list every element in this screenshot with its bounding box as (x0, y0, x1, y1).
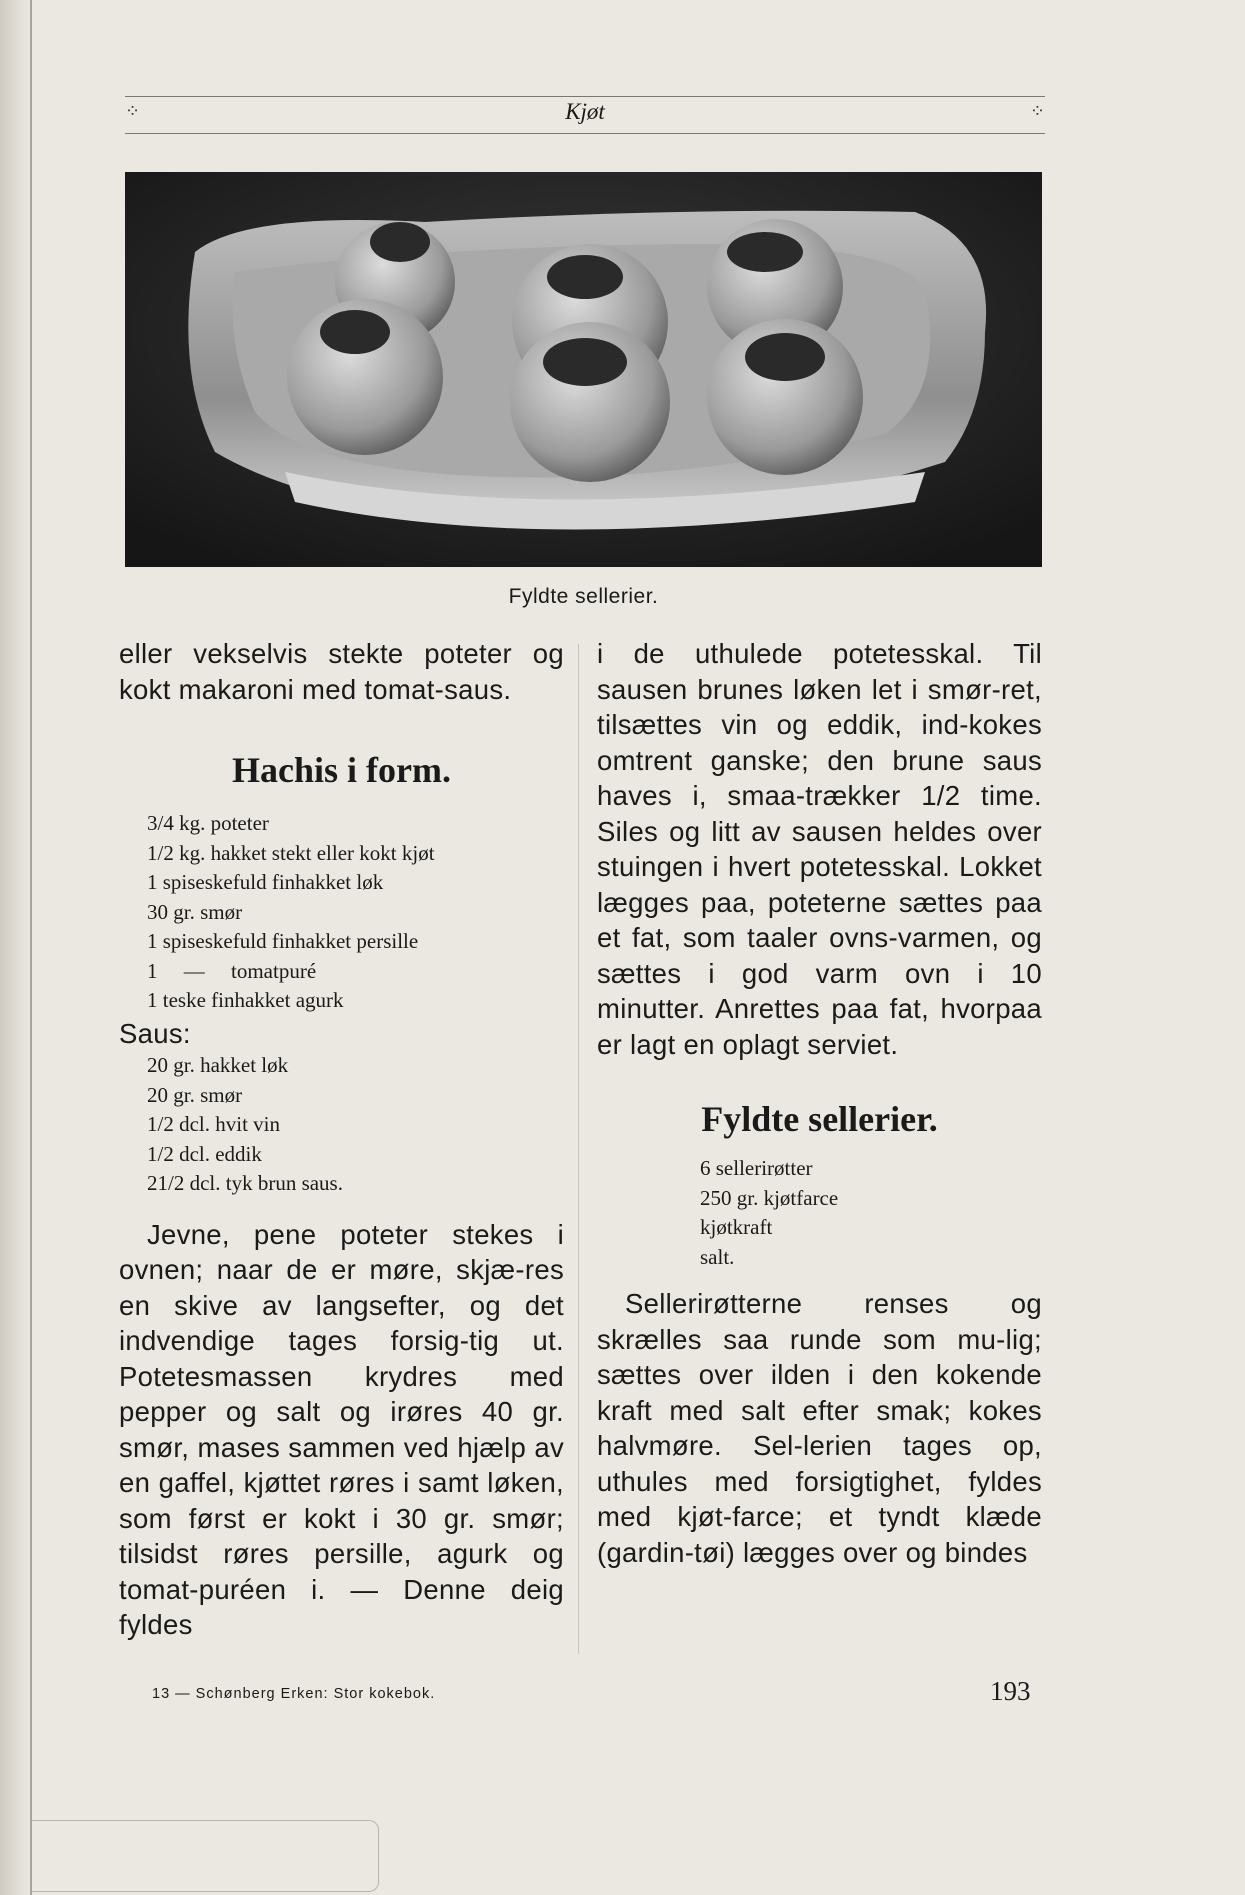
section-title: Kjøt (565, 99, 605, 124)
running-header (125, 96, 1045, 134)
binding-line (30, 0, 32, 1895)
footer-signature: 13 — Schønberg Erken: Stor kokebok. (152, 1686, 436, 1702)
ingredient-item: 250 gr. kjøtfarce (700, 1185, 839, 1210)
method-paragraph-sellerier: Sellerirøtterne renses og skrælles saa runde som mu-lig; sættes over ilden i den kokende kraft med salt efter smak; kokes halvmøre. Sel-lerien tages op, uthules med forsigtighet, fyldes med kjøt-farce; et tyndt klæde (gardin-tøi) lægges over og bindes (597, 1288, 1042, 1568)
ingredient-item: 1/2 dcl. eddik (147, 1141, 262, 1166)
ornament-left-icon: ⁘ (125, 101, 141, 122)
ingredient-item: 1/2 kg. hakket stekt eller kokt kjøt (147, 840, 435, 865)
ingredient-item: 20 gr. smør (147, 1082, 243, 1107)
page-number: 193 (990, 1676, 1031, 1706)
page-edge-shadow (0, 0, 30, 1895)
ingredient-item: 1 — tomatpuré (147, 958, 317, 983)
column-divider (578, 644, 579, 1654)
ingredient-item: 21/2 dcl. tyk brun saus. (147, 1171, 343, 1195)
ingredient-list-hachis (119, 809, 564, 1016)
ingredient-list-sauce (119, 1051, 564, 1199)
ingredient-item: salt. (700, 1244, 735, 1269)
recipe-title-sellerier: Fyldte sellerier. (701, 1099, 938, 1139)
right-column (597, 636, 1042, 1570)
ingredient-item: 1 teske finhakket agurk (147, 988, 344, 1012)
ingredient-item: 1 spiseskefuld finhakket persille (147, 929, 419, 953)
method-paragraph-hachis: Jevne, pene poteter stekes i ovnen; naar de er møre, skjæ-res en skive av langsefter, og det indvendige tages forsig-tig ut. Potetesmassen krydres med pepper og salt og irøres 40 gr. smør, mases sammen ved hjælp av en gaffel, kjøttet røres i samt løken, som først er kokt i 30 gr. smør; tilsidst røres persille, agurk og tomat-puréen i. — Denne deig fyldes (119, 1218, 564, 1640)
ingredient-item: 1/2 dcl. hvit vin (147, 1112, 280, 1136)
intro-paragraph: eller vekselvis stekte poteter og kokt makaroni med tomat-saus. (119, 638, 564, 705)
ingredient-list-sellerier (597, 1154, 1042, 1272)
ingredient-item: kjøtkraft (700, 1215, 773, 1239)
continuation-paragraph: i de uthulede potetesskal. Til sausen brunes løken let i smør-ret, tilsættes vin og eddik, ind-kokes omtrent ganske; den brune saus haves i, smaa-trækker 1/2 time. Siles og litt av sausen heldes over stuingen i hvert potetesskal. Lokket lægges paa, poteterne sættes paa et fat, som taaler ovns-varmen, og sættes i god varm ovn i 10 minutter. Anrettes paa fat, hvorpaa er lagt en oplagt serviet. (597, 638, 1042, 1060)
page-tab-mark (32, 1820, 379, 1892)
ingredient-item: 20 gr. hakket løk (147, 1053, 289, 1077)
left-column (119, 636, 564, 1643)
dish-photo (125, 172, 1042, 567)
recipe-title-hachis: Hachis i form. (232, 750, 451, 790)
photo-caption: Fyldte sellerier. (508, 585, 659, 608)
ingredient-item: 1 spiseskefuld finhakket løk (147, 870, 384, 894)
ingredient-item: 3/4 kg. poteter (147, 811, 269, 835)
ingredient-item: 6 sellerirøtter (700, 1156, 813, 1180)
ingredient-item: 30 gr. smør (147, 899, 243, 924)
ornament-right-icon: ⁘ (1029, 101, 1045, 122)
sauce-heading: Saus: (119, 1017, 191, 1049)
